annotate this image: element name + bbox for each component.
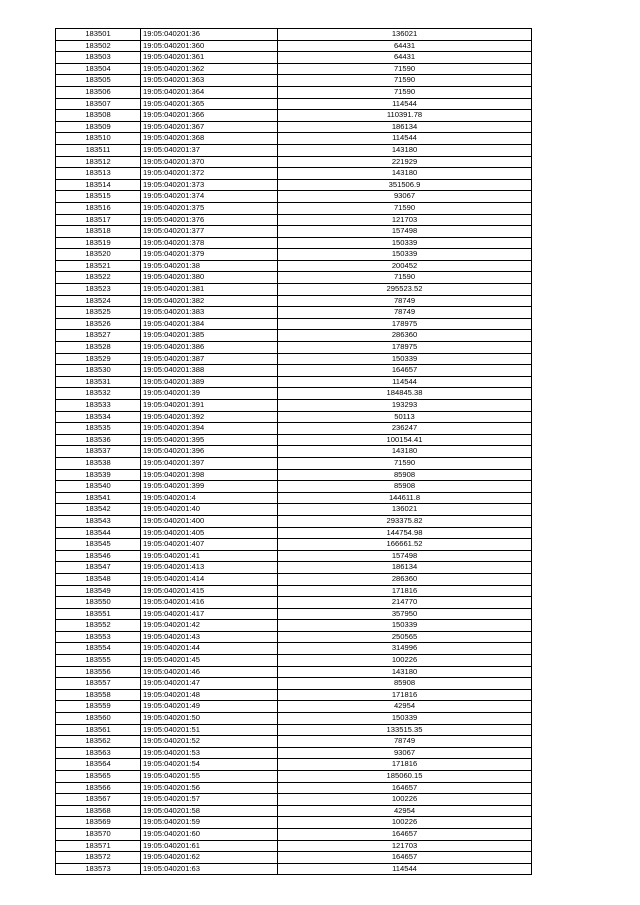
- value-cell: 186134: [278, 121, 532, 133]
- cadastral-number-cell: 19:05:040201:386: [141, 342, 278, 354]
- cadastral-number-cell: 19:05:040201:57: [141, 794, 278, 806]
- value-cell: 93067: [278, 747, 532, 759]
- cadastral-number-cell: 19:05:040201:45: [141, 655, 278, 667]
- cadastral-number-cell: 19:05:040201:381: [141, 284, 278, 296]
- value-cell: 178975: [278, 318, 532, 330]
- cadastral-number-cell: 19:05:040201:41: [141, 550, 278, 562]
- table-row: [56, 226, 532, 238]
- value-cell: 193293: [278, 400, 532, 412]
- table-row: [56, 701, 532, 713]
- table-row: [56, 400, 532, 412]
- row-number-cell: 183512: [56, 156, 141, 168]
- cadastral-number-cell: 19:05:040201:389: [141, 376, 278, 388]
- table-row: [56, 75, 532, 87]
- table-row: [56, 202, 532, 214]
- table-row: [56, 179, 532, 191]
- cadastral-number-cell: 19:05:040201:375: [141, 202, 278, 214]
- cadastral-number-cell: 19:05:040201:4: [141, 492, 278, 504]
- value-cell: 143180: [278, 168, 532, 180]
- row-number-cell: 183568: [56, 805, 141, 817]
- value-cell: 164657: [278, 852, 532, 864]
- row-number-cell: 183533: [56, 400, 141, 412]
- row-number-cell: 183542: [56, 504, 141, 516]
- value-cell: 357950: [278, 608, 532, 620]
- table-row: [56, 110, 532, 122]
- cadastral-number-cell: 19:05:040201:398: [141, 469, 278, 481]
- cadastral-number-cell: 19:05:040201:366: [141, 110, 278, 122]
- table-body: [56, 29, 532, 875]
- cadastral-number-cell: 19:05:040201:55: [141, 771, 278, 783]
- table-row: [56, 817, 532, 829]
- row-number-cell: 183562: [56, 736, 141, 748]
- value-cell: 133515.35: [278, 724, 532, 736]
- cadastral-number-cell: 19:05:040201:364: [141, 86, 278, 98]
- value-cell: 143180: [278, 446, 532, 458]
- row-number-cell: 183541: [56, 492, 141, 504]
- row-number-cell: 183554: [56, 643, 141, 655]
- cadastral-number-cell: 19:05:040201:394: [141, 423, 278, 435]
- cadastral-number-cell: 19:05:040201:360: [141, 40, 278, 52]
- value-cell: 71590: [278, 457, 532, 469]
- value-cell: 221929: [278, 156, 532, 168]
- table-row: [56, 828, 532, 840]
- row-number-cell: 183536: [56, 434, 141, 446]
- value-cell: 42954: [278, 701, 532, 713]
- value-cell: 85908: [278, 469, 532, 481]
- row-number-cell: 183528: [56, 342, 141, 354]
- row-number-cell: 183526: [56, 318, 141, 330]
- table-row: [56, 446, 532, 458]
- row-number-cell: 183540: [56, 481, 141, 493]
- cadastral-number-cell: 19:05:040201:361: [141, 52, 278, 64]
- table-row: [56, 191, 532, 203]
- row-number-cell: 183558: [56, 689, 141, 701]
- table-row: [56, 794, 532, 806]
- cadastral-number-cell: 19:05:040201:44: [141, 643, 278, 655]
- table-row: [56, 643, 532, 655]
- table-row: [56, 759, 532, 771]
- cadastral-number-cell: 19:05:040201:36: [141, 29, 278, 41]
- row-number-cell: 183570: [56, 828, 141, 840]
- cadastral-number-cell: 19:05:040201:379: [141, 249, 278, 261]
- row-number-cell: 183508: [56, 110, 141, 122]
- table-row: [56, 515, 532, 527]
- row-number-cell: 183501: [56, 29, 141, 41]
- table-row: [56, 573, 532, 585]
- table-row: [56, 608, 532, 620]
- table-row: [56, 620, 532, 632]
- row-number-cell: 183516: [56, 202, 141, 214]
- table-row: [56, 550, 532, 562]
- cadastral-number-cell: 19:05:040201:382: [141, 295, 278, 307]
- value-cell: 185060.15: [278, 771, 532, 783]
- value-cell: 71590: [278, 63, 532, 75]
- table-row: [56, 98, 532, 110]
- cadastral-number-cell: 19:05:040201:63: [141, 863, 278, 875]
- row-number-cell: 183503: [56, 52, 141, 64]
- cadastral-number-cell: 19:05:040201:384: [141, 318, 278, 330]
- cadastral-number-cell: 19:05:040201:376: [141, 214, 278, 226]
- value-cell: 295523.52: [278, 284, 532, 296]
- value-cell: 164657: [278, 828, 532, 840]
- table-row: [56, 585, 532, 597]
- cadastral-number-cell: 19:05:040201:59: [141, 817, 278, 829]
- value-cell: 184845.38: [278, 388, 532, 400]
- table-row: [56, 307, 532, 319]
- table-row: [56, 260, 532, 272]
- cadastral-number-cell: 19:05:040201:54: [141, 759, 278, 771]
- value-cell: 121703: [278, 214, 532, 226]
- cadastral-number-cell: 19:05:040201:415: [141, 585, 278, 597]
- row-number-cell: 183548: [56, 573, 141, 585]
- cadastral-number-cell: 19:05:040201:413: [141, 562, 278, 574]
- table-row: [56, 736, 532, 748]
- value-cell: 314996: [278, 643, 532, 655]
- row-number-cell: 183525: [56, 307, 141, 319]
- row-number-cell: 183571: [56, 840, 141, 852]
- cadastral-number-cell: 19:05:040201:53: [141, 747, 278, 759]
- table-row: [56, 330, 532, 342]
- row-number-cell: 183535: [56, 423, 141, 435]
- row-number-cell: 183507: [56, 98, 141, 110]
- value-cell: 166661.52: [278, 539, 532, 551]
- value-cell: 100154.41: [278, 434, 532, 446]
- cadastral-number-cell: 19:05:040201:400: [141, 515, 278, 527]
- row-number-cell: 183519: [56, 237, 141, 249]
- value-cell: 71590: [278, 202, 532, 214]
- row-number-cell: 183551: [56, 608, 141, 620]
- value-cell: 150339: [278, 237, 532, 249]
- row-number-cell: 183559: [56, 701, 141, 713]
- value-cell: 42954: [278, 805, 532, 817]
- row-number-cell: 183515: [56, 191, 141, 203]
- row-number-cell: 183505: [56, 75, 141, 87]
- value-cell: 85908: [278, 678, 532, 690]
- row-number-cell: 183555: [56, 655, 141, 667]
- table-row: [56, 655, 532, 667]
- cadastral-number-cell: 19:05:040201:416: [141, 597, 278, 609]
- cadastral-number-cell: 19:05:040201:47: [141, 678, 278, 690]
- table-row: [56, 863, 532, 875]
- row-number-cell: 183572: [56, 852, 141, 864]
- table-row: [56, 121, 532, 133]
- row-number-cell: 183538: [56, 457, 141, 469]
- table-row: [56, 713, 532, 725]
- row-number-cell: 183564: [56, 759, 141, 771]
- table-row: [56, 481, 532, 493]
- cadastral-number-cell: 19:05:040201:48: [141, 689, 278, 701]
- value-cell: 150339: [278, 353, 532, 365]
- cadastral-number-cell: 19:05:040201:373: [141, 179, 278, 191]
- value-cell: 144754.98: [278, 527, 532, 539]
- row-number-cell: 183549: [56, 585, 141, 597]
- table-row: [56, 469, 532, 481]
- row-number-cell: 183531: [56, 376, 141, 388]
- cadastral-number-cell: 19:05:040201:383: [141, 307, 278, 319]
- cadastral-number-cell: 19:05:040201:38: [141, 260, 278, 272]
- cadastral-number-cell: 19:05:040201:365: [141, 98, 278, 110]
- cadastral-value-table: [55, 28, 532, 875]
- value-cell: 121703: [278, 840, 532, 852]
- value-cell: 250565: [278, 631, 532, 643]
- value-cell: 136021: [278, 504, 532, 516]
- value-cell: 50113: [278, 411, 532, 423]
- table-row: [56, 249, 532, 261]
- value-cell: 293375.82: [278, 515, 532, 527]
- table-row: [56, 434, 532, 446]
- cadastral-number-cell: 19:05:040201:377: [141, 226, 278, 238]
- cadastral-number-cell: 19:05:040201:396: [141, 446, 278, 458]
- cadastral-number-cell: 19:05:040201:370: [141, 156, 278, 168]
- value-cell: 164657: [278, 782, 532, 794]
- cadastral-number-cell: 19:05:040201:368: [141, 133, 278, 145]
- row-number-cell: 183524: [56, 295, 141, 307]
- row-number-cell: 183563: [56, 747, 141, 759]
- row-number-cell: 183504: [56, 63, 141, 75]
- table-row: [56, 666, 532, 678]
- table-row: [56, 318, 532, 330]
- value-cell: 100226: [278, 817, 532, 829]
- value-cell: 71590: [278, 272, 532, 284]
- table-row: [56, 40, 532, 52]
- row-number-cell: 183550: [56, 597, 141, 609]
- value-cell: 136021: [278, 29, 532, 41]
- cadastral-number-cell: 19:05:040201:399: [141, 481, 278, 493]
- row-number-cell: 183561: [56, 724, 141, 736]
- cadastral-number-cell: 19:05:040201:395: [141, 434, 278, 446]
- value-cell: 164657: [278, 365, 532, 377]
- cadastral-number-cell: 19:05:040201:49: [141, 701, 278, 713]
- row-number-cell: 183566: [56, 782, 141, 794]
- row-number-cell: 183518: [56, 226, 141, 238]
- row-number-cell: 183530: [56, 365, 141, 377]
- value-cell: 64431: [278, 40, 532, 52]
- cadastral-number-cell: 19:05:040201:42: [141, 620, 278, 632]
- value-cell: 114544: [278, 98, 532, 110]
- row-number-cell: 183527: [56, 330, 141, 342]
- table-row: [56, 423, 532, 435]
- value-cell: 150339: [278, 620, 532, 632]
- row-number-cell: 183553: [56, 631, 141, 643]
- row-number-cell: 183567: [56, 794, 141, 806]
- cadastral-number-cell: 19:05:040201:39: [141, 388, 278, 400]
- table-row: [56, 597, 532, 609]
- value-cell: 114544: [278, 376, 532, 388]
- value-cell: 200452: [278, 260, 532, 272]
- value-cell: 143180: [278, 666, 532, 678]
- table-row: [56, 353, 532, 365]
- cadastral-number-cell: 19:05:040201:372: [141, 168, 278, 180]
- value-cell: 71590: [278, 86, 532, 98]
- row-number-cell: 183537: [56, 446, 141, 458]
- table-row: [56, 678, 532, 690]
- value-cell: 214770: [278, 597, 532, 609]
- value-cell: 236247: [278, 423, 532, 435]
- table-row: [56, 457, 532, 469]
- row-number-cell: 183510: [56, 133, 141, 145]
- table-row: [56, 144, 532, 156]
- value-cell: 171816: [278, 585, 532, 597]
- cadastral-number-cell: 19:05:040201:387: [141, 353, 278, 365]
- table-row: [56, 272, 532, 284]
- row-number-cell: 183529: [56, 353, 141, 365]
- table-row: [56, 63, 532, 75]
- value-cell: 114544: [278, 863, 532, 875]
- row-number-cell: 183502: [56, 40, 141, 52]
- row-number-cell: 183532: [56, 388, 141, 400]
- cadastral-number-cell: 19:05:040201:51: [141, 724, 278, 736]
- cadastral-number-cell: 19:05:040201:56: [141, 782, 278, 794]
- row-number-cell: 183545: [56, 539, 141, 551]
- value-cell: 93067: [278, 191, 532, 203]
- cadastral-number-cell: 19:05:040201:407: [141, 539, 278, 551]
- value-cell: 144611.8: [278, 492, 532, 504]
- value-cell: 114544: [278, 133, 532, 145]
- table-row: [56, 724, 532, 736]
- value-cell: 78749: [278, 295, 532, 307]
- row-number-cell: 183521: [56, 260, 141, 272]
- row-number-cell: 183522: [56, 272, 141, 284]
- table-row: [56, 284, 532, 296]
- value-cell: 186134: [278, 562, 532, 574]
- cadastral-number-cell: 19:05:040201:40: [141, 504, 278, 516]
- row-number-cell: 183547: [56, 562, 141, 574]
- document-page: [55, 28, 531, 875]
- cadastral-number-cell: 19:05:040201:61: [141, 840, 278, 852]
- cadastral-number-cell: 19:05:040201:378: [141, 237, 278, 249]
- row-number-cell: 183544: [56, 527, 141, 539]
- value-cell: 71590: [278, 75, 532, 87]
- value-cell: 351506.9: [278, 179, 532, 191]
- value-cell: 286360: [278, 573, 532, 585]
- table-row: [56, 539, 532, 551]
- cadastral-number-cell: 19:05:040201:405: [141, 527, 278, 539]
- table-row: [56, 388, 532, 400]
- row-number-cell: 183573: [56, 863, 141, 875]
- row-number-cell: 183557: [56, 678, 141, 690]
- row-number-cell: 183546: [56, 550, 141, 562]
- cadastral-number-cell: 19:05:040201:58: [141, 805, 278, 817]
- cadastral-number-cell: 19:05:040201:392: [141, 411, 278, 423]
- cadastral-number-cell: 19:05:040201:52: [141, 736, 278, 748]
- row-number-cell: 183565: [56, 771, 141, 783]
- cadastral-number-cell: 19:05:040201:37: [141, 144, 278, 156]
- table-row: [56, 156, 532, 168]
- table-row: [56, 782, 532, 794]
- cadastral-number-cell: 19:05:040201:46: [141, 666, 278, 678]
- row-number-cell: 183539: [56, 469, 141, 481]
- table-row: [56, 376, 532, 388]
- value-cell: 78749: [278, 307, 532, 319]
- value-cell: 286360: [278, 330, 532, 342]
- table-row: [56, 342, 532, 354]
- cadastral-number-cell: 19:05:040201:60: [141, 828, 278, 840]
- cadastral-number-cell: 19:05:040201:417: [141, 608, 278, 620]
- value-cell: 100226: [278, 655, 532, 667]
- value-cell: 171816: [278, 759, 532, 771]
- cadastral-number-cell: 19:05:040201:367: [141, 121, 278, 133]
- table-row: [56, 295, 532, 307]
- cadastral-number-cell: 19:05:040201:374: [141, 191, 278, 203]
- value-cell: 157498: [278, 550, 532, 562]
- row-number-cell: 183514: [56, 179, 141, 191]
- cadastral-number-cell: 19:05:040201:62: [141, 852, 278, 864]
- value-cell: 64431: [278, 52, 532, 64]
- row-number-cell: 183506: [56, 86, 141, 98]
- table-row: [56, 631, 532, 643]
- table-row: [56, 747, 532, 759]
- row-number-cell: 183520: [56, 249, 141, 261]
- value-cell: 143180: [278, 144, 532, 156]
- row-number-cell: 183509: [56, 121, 141, 133]
- value-cell: 100226: [278, 794, 532, 806]
- cadastral-number-cell: 19:05:040201:50: [141, 713, 278, 725]
- row-number-cell: 183523: [56, 284, 141, 296]
- table-row: [56, 504, 532, 516]
- table-row: [56, 840, 532, 852]
- value-cell: 110391.78: [278, 110, 532, 122]
- cadastral-number-cell: 19:05:040201:43: [141, 631, 278, 643]
- table-row: [56, 86, 532, 98]
- row-number-cell: 183556: [56, 666, 141, 678]
- row-number-cell: 183560: [56, 713, 141, 725]
- value-cell: 171816: [278, 689, 532, 701]
- row-number-cell: 183513: [56, 168, 141, 180]
- value-cell: 178975: [278, 342, 532, 354]
- table-row: [56, 527, 532, 539]
- table-row: [56, 492, 532, 504]
- table-row: [56, 562, 532, 574]
- cadastral-number-cell: 19:05:040201:388: [141, 365, 278, 377]
- row-number-cell: 183552: [56, 620, 141, 632]
- table-row: [56, 689, 532, 701]
- value-cell: 78749: [278, 736, 532, 748]
- cadastral-number-cell: 19:05:040201:414: [141, 573, 278, 585]
- value-cell: 150339: [278, 249, 532, 261]
- row-number-cell: 183534: [56, 411, 141, 423]
- table-row: [56, 52, 532, 64]
- table-row: [56, 168, 532, 180]
- table-row: [56, 852, 532, 864]
- table-row: [56, 365, 532, 377]
- cadastral-number-cell: 19:05:040201:362: [141, 63, 278, 75]
- table-row: [56, 237, 532, 249]
- value-cell: 157498: [278, 226, 532, 238]
- row-number-cell: 183569: [56, 817, 141, 829]
- table-row: [56, 411, 532, 423]
- value-cell: 150339: [278, 713, 532, 725]
- cadastral-number-cell: 19:05:040201:380: [141, 272, 278, 284]
- row-number-cell: 183543: [56, 515, 141, 527]
- cadastral-number-cell: 19:05:040201:363: [141, 75, 278, 87]
- table-row: [56, 214, 532, 226]
- table-row: [56, 29, 532, 41]
- table-row: [56, 771, 532, 783]
- cadastral-number-cell: 19:05:040201:397: [141, 457, 278, 469]
- cadastral-number-cell: 19:05:040201:391: [141, 400, 278, 412]
- row-number-cell: 183511: [56, 144, 141, 156]
- table-row: [56, 805, 532, 817]
- table-row: [56, 133, 532, 145]
- cadastral-number-cell: 19:05:040201:385: [141, 330, 278, 342]
- value-cell: 85908: [278, 481, 532, 493]
- row-number-cell: 183517: [56, 214, 141, 226]
